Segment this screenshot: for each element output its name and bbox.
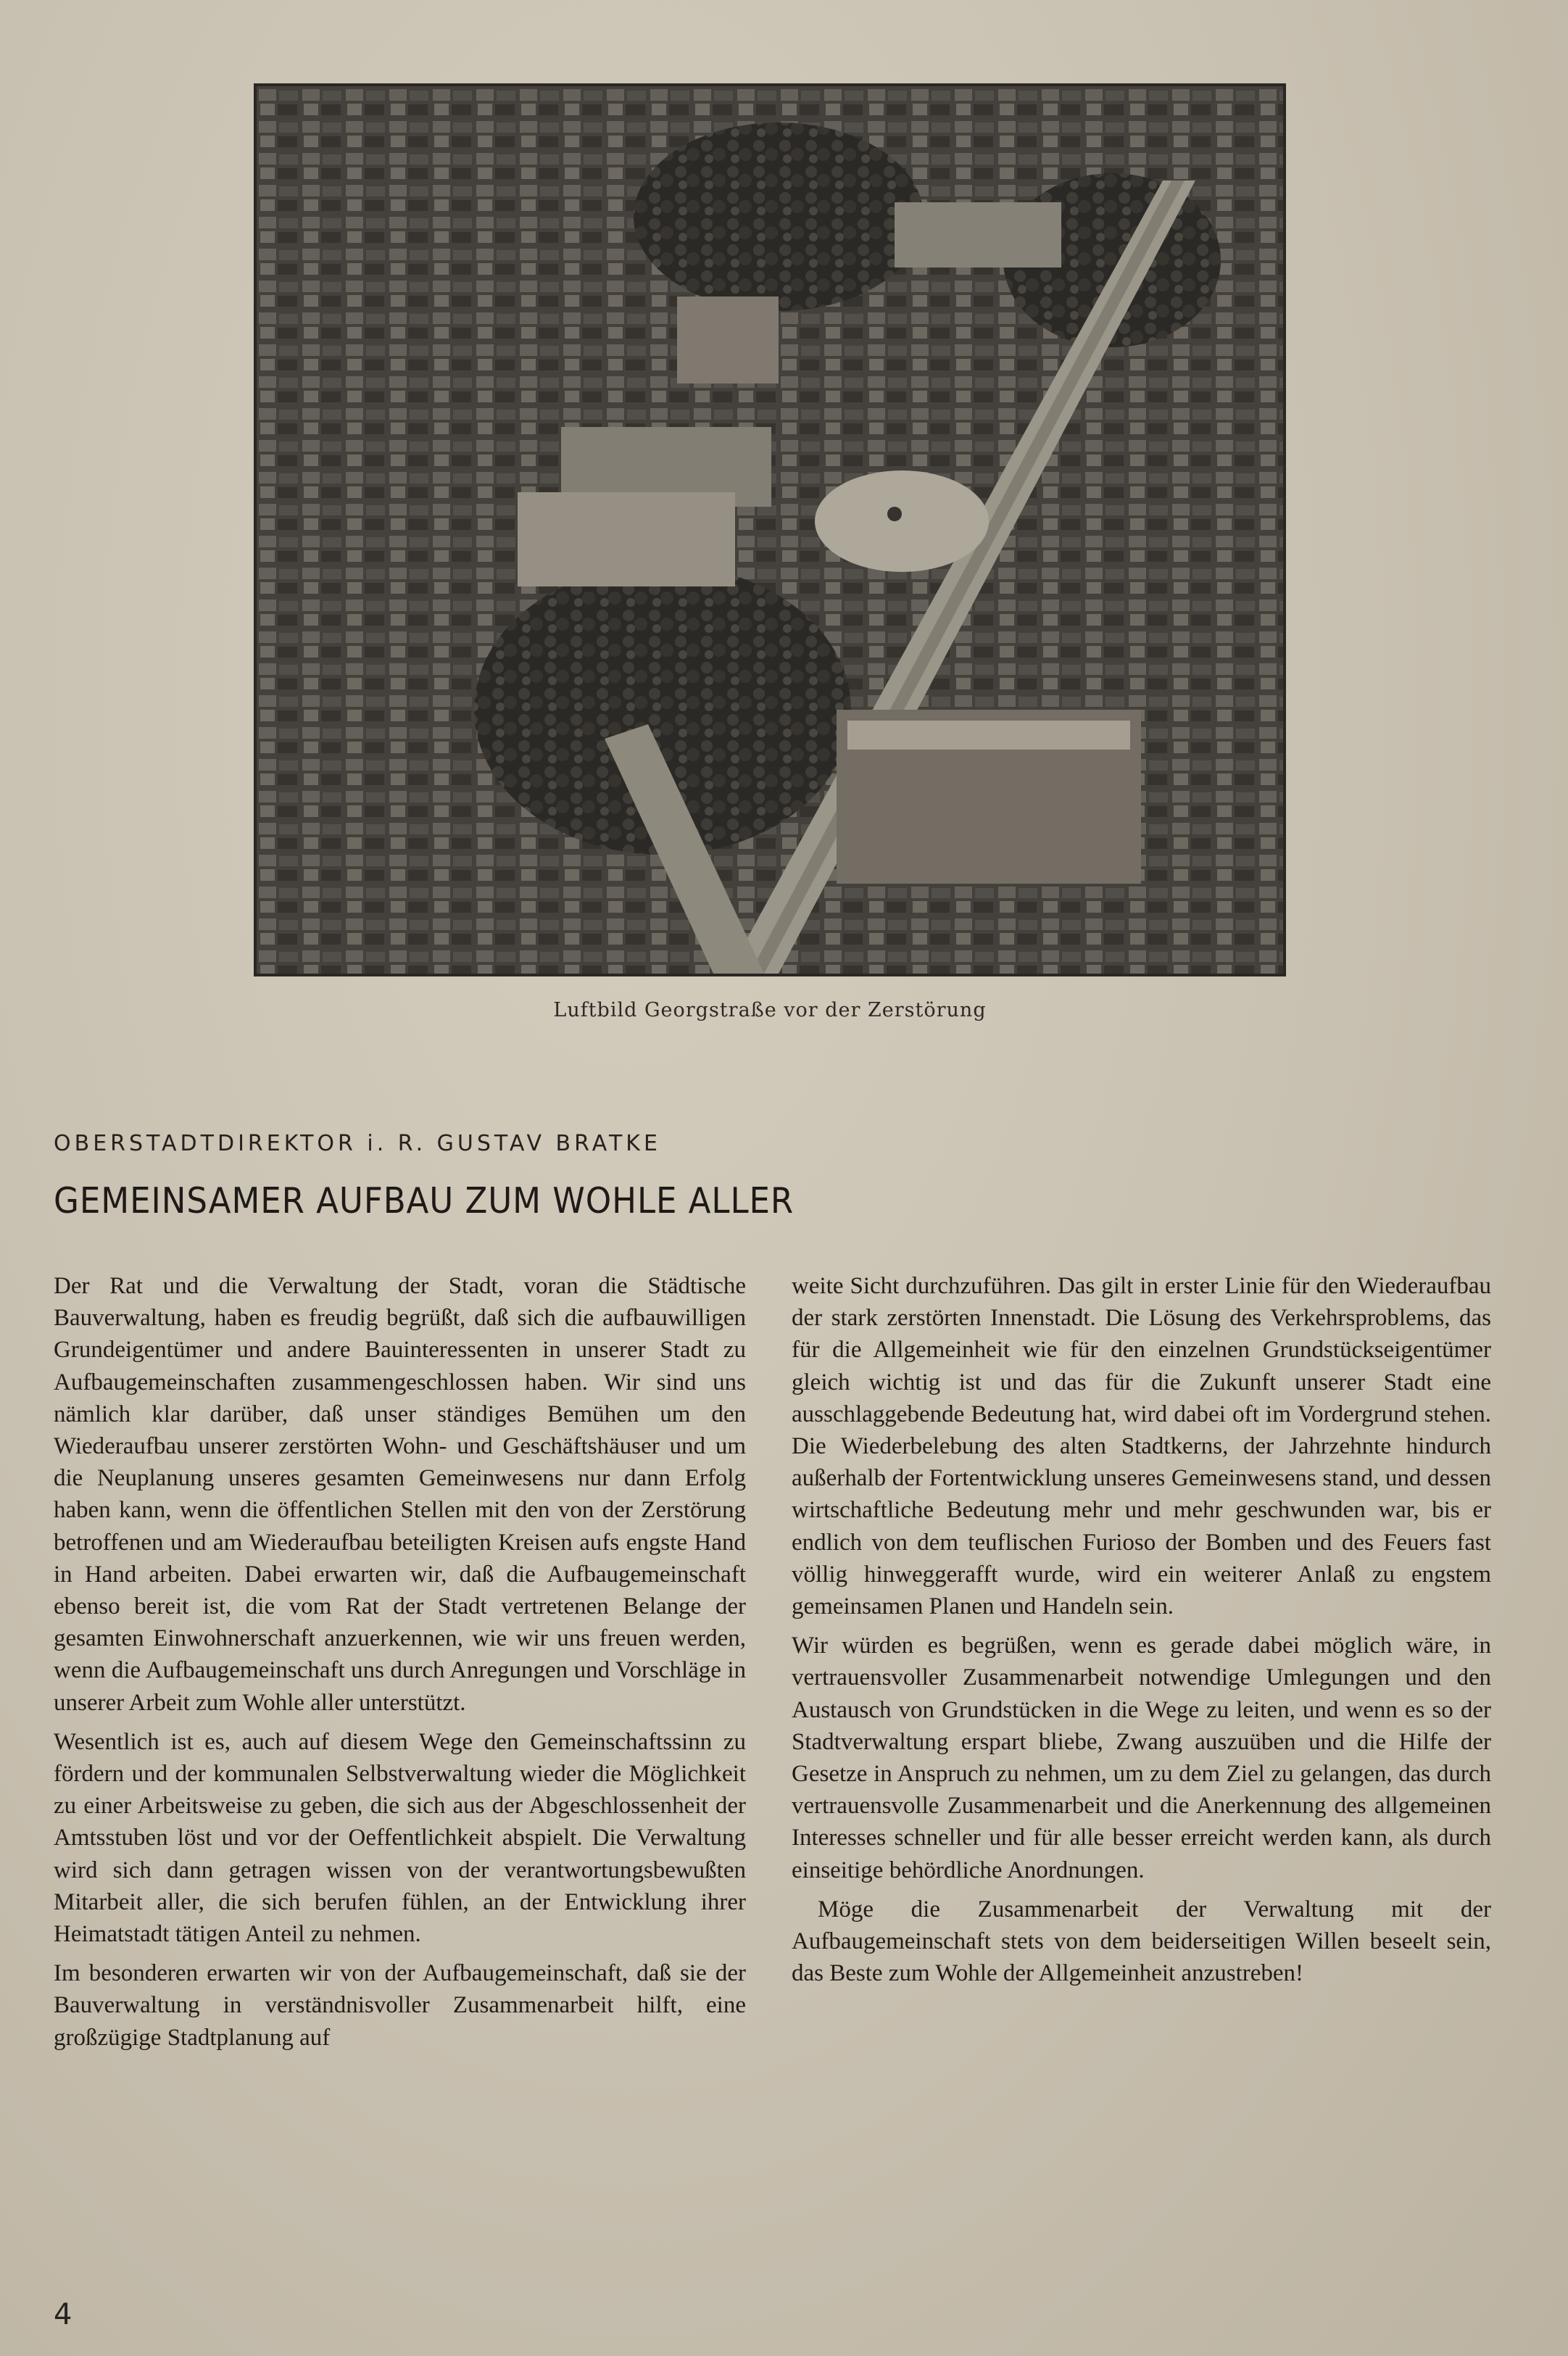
author-line: OBERSTADTDIREKTOR i. R. GUSTAV BRATKE — [54, 1131, 661, 1156]
text-column-left — [54, 1270, 746, 2061]
article-title: GEMEINSAMER AUFBAU ZUM WOHLE ALLER — [54, 1180, 795, 1221]
photo-caption: Luftbild Georgstraße vor der Zerstörung — [553, 999, 987, 1021]
paragraph: Der Rat und die Verwaltung der Stadt, voran die Städtische Bauverwaltung, haben es freudig begrüßt, daß sich die aufbauwilligen Grundeigentümer und andere Bauinteressenten in unserer Stadt zu Aufbaugemeinschaften zusammengeschlossen haben. Wir sind uns nämlich klar darüber, daß unser ständiges Bemühen um den Wiederaufbau unserer zerstörten Wohn- und Geschäftshäuser und um die Neuplanung unseres gesamten Gemeinwesens nur dann Erfolg haben kann, wenn die öffentlichen Stellen mit den von der Zerstörung betroffenen und am Wiederaufbau beteiligten Kreisen aufs engste Hand in Hand arbeiten. Dabei erwarten wir, daß die Aufbaugemeinschaft ebenso bereit ist, die vom Rat der Stadt vertretenen Belange der gesamten Einwohnerschaft anzuerkennen, wie wir uns freuen werden, wenn die Aufbaugemeinschaft uns durch Anregungen und Vorschläge in unserer Arbeit zum Wohle aller unterstützt. — [54, 1273, 746, 1716]
paragraph: Wesentlich ist es, auch auf diesem Wege den Gemeinschaftssinn zu fördern und der kommunalen Selbstverwaltung wieder die Möglichkeit zu einer Arbeitsweise zu geben, die sich aus der Abgeschlossenheit der Amtsstuben löst und vor der Oeffentlichkeit abspielt. Die Verwaltung wird sich dann getragen wissen von der verantwortungsbewußten Mitarbeit aller, die sich berufen fühlen, an der Entwicklung ihrer Heimatstadt tätigen Anteil zu nehmen. — [54, 1728, 746, 1948]
paragraph: Möge die Zusammenarbeit der Verwaltung mit der Aufbaugemeinschaft stets von dem beiderseitigen Willen beseelt sein, das Beste zum Wohle der Allgemeinheit anzustreben! — [792, 1896, 1491, 1987]
aerial-city-photo-icon — [257, 86, 1283, 974]
aerial-city-photo — [254, 83, 1286, 976]
page-number: 4 — [54, 2298, 72, 2331]
text-column-right — [792, 1270, 1491, 1996]
paragraph: Wir würden es begrüßen, wenn es gerade dabei möglich wäre, in vertrauensvoller Zusammenarbeit notwendige Umlegungen und den Austausch von Grundstücken in die Wege zu leiten, und wenn es so der Stadtverwaltung erspart bliebe, Zwang auszuüben und die Hilfe der Gesetze in Anspruch zu nehmen, um zu dem Ziel zu gelangen, das durch vertrauensvolle Zusammenarbeit und die Anerkennung des allgemeinen Interesses schneller und für alle besser erreicht werden kann, als durch einseitige behördliche Anordnungen. — [792, 1633, 1491, 1883]
paragraph: Im besonderen erwarten wir von der Aufbaugemeinschaft, daß sie der Bauverwaltung in verständnisvoller Zusammenarbeit hilft, eine großzügige Stadtplanung auf — [54, 1960, 746, 2051]
paragraph: weite Sicht durchzuführen. Das gilt in erster Linie für den Wiederaufbau der stark zerstörten Innenstadt. Die Lösung des Verkehrsproblems, das für die Allgemeinheit wie für den einzelnen Grundstückseigentümer gleich wichtig ist und das für die Zukunft unserer Stadt eine ausschlaggebende Bedeutung hat, wird dabei oft im Vordergrund stehen. Die Wiederbelebung des alten Stadtkerns, der Jahrzehnte hindurch außerhalb der Fortentwicklung unseres Gemeinwesens stand, und dessen wirtschaftliche Bedeutung mehr und mehr geschwunden war, bis er endlich von dem teuflischen Furioso der Bomben und des Feuers fast völlig hinweggerafft wurde, wird ein weiterer Anlaß zu engstem gemeinsamen Planen und Handeln sein. — [792, 1273, 1491, 1620]
